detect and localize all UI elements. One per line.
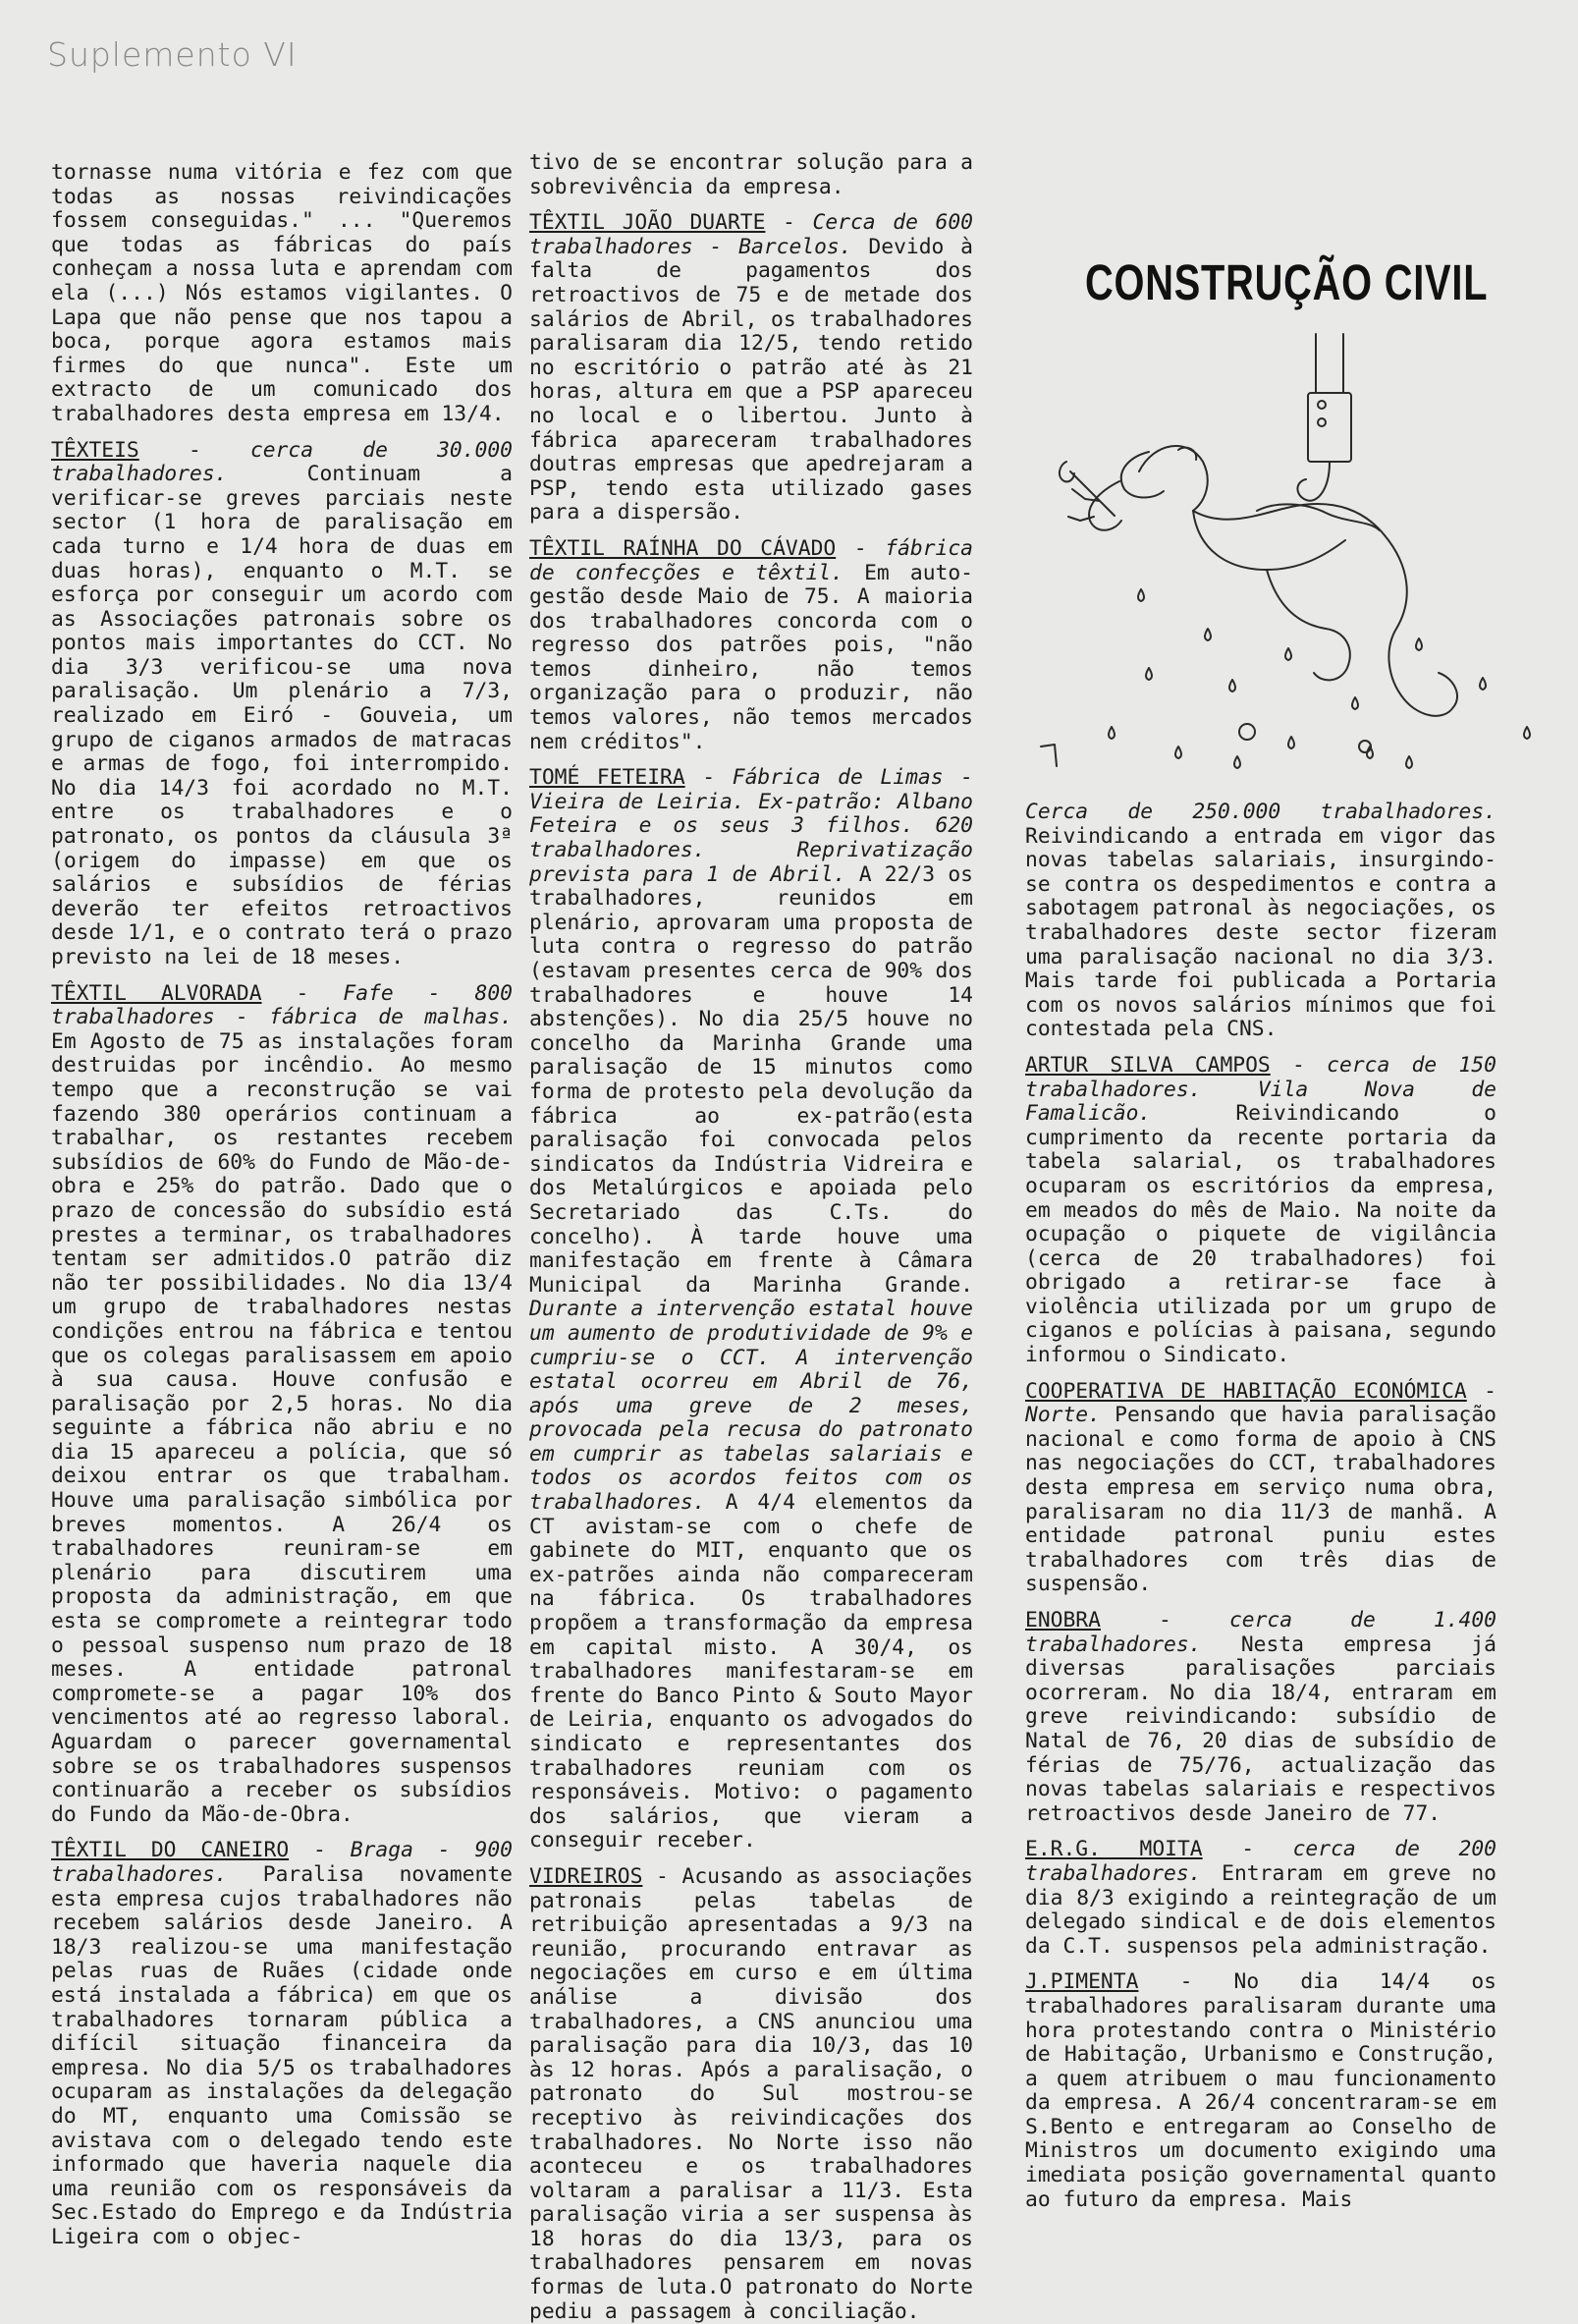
- body-text: Devido à falta de pagamentos dos retroactivos de 75 e de metade dos salários de Abril, os trabalhadores paralisaram dia 12/5, tendo retido no escritório o patrão até às 21 horas, altura em que a PSP apareceu no local e o libertou. Junto à fábrica apareceram trabalhadores doutras empresas que apedrejaram a PSP, tendo esta utilizado gases para a dispersão.: [529, 234, 974, 526]
- column-2: [529, 150, 974, 2324]
- article-subheading: cerca de 150 trabalhadores. Vila Nova de Famalicão.: [1025, 1052, 1496, 1127]
- article-continuation: [529, 151, 973, 199]
- column-1: [51, 161, 513, 2263]
- article-heading: VIDREIROS: [529, 1863, 643, 1889]
- article-subheading: cerca de 200 trabalhadores.: [1025, 1837, 1496, 1886]
- article-alvorada: TÊXTIL ALVORADA - Fafe - 800 trabalhadores - fábrica de malhas. Em Agosto de 75 as instalações foram destruidas por incêndio. Ao mesmo tempo que a reconstrução se vai fazendo 380 operários continuam a trabalhar, os restantes recebem subsídios de 60% do Fundo de Mão-de-obra e 25% do patrão. Dado que o prazo de concessão do subsídio está prestes a terminar, os trabalhadores tentam ser admitidos.O patrão diz não ter possibilidades. No dia 13/4 um grupo de trabalhadores nestas condições entrou na fábrica e tentou que os colegas paralisassem em apoio à sua causa. Houve confusão e paralisação por 2,5 horas. No dia seguinte a fábrica não abriu e no dia 15 apareceu a polícia, que só deixou entrar os que trabalham. Houve uma paralisação simbólica por breves momentos. A 26/4 os trabalhadores reuniram-se em plenário para discutirem uma proposta da administração, em que esta se compromete a reintegrar todo o pessoal suspenso num prazo de 18 meses. A entidade patronal compromete-se a pagar 10% dos vencimentos até ao regresso laboral. Aguardam o parecer governamental sobre se os trabalhadores suspensos continuarão a receber os subsídios do Fundo da Mão-de-Obra.: [51, 980, 514, 1827]
- article-heading: ENOBRA: [1025, 1608, 1101, 1632]
- italic-text: Durante a intervenção estatal houve um aumento de produtividade de 9% e cumpriu-se o CCT. A intervenção estatal ocorreu em Abril de 76, após uma greve de 2 meses, provocada pela recusa do patronato em cumprir as tabelas salariais e todos os acordos feitos com os trabalhadores.: [529, 1297, 973, 1516]
- article-subheading: cerca de 30.000 trabalhadores.: [51, 437, 513, 487]
- article-rainha-cavado: TÊXTIL RAÍNHA DO CÁVADO - fábrica de confecções e têxtil. Em auto-gestão desde Maio de 75. A maioria dos trabalhadores concorda com o regresso dos patrões pois, "não temos dinheiro, não temos organização para o produzir, não temos valores, não temos mercados nem créditos".: [529, 535, 974, 754]
- article-subheading: Fábrica de Limas - Vieira de Leiria. Ex-patrão: Albano Feteira e os seus 3 filhos. 620 trabalhadores. Reprivatização prevista para 1 de Abril.: [529, 765, 973, 887]
- body-text: - Acusando as associações patronais pelas tabelas de retribuição apresentadas a 9/3 na reunião, procurando entravar as negociações em curso e em última análise a divisão dos trabalhadores, a CNS anunciou uma paralisação para dia 10/3, das 10 às 12 horas. Após a paralisação, o patronato do Sul mostrou-se receptivo às reivindicações dos trabalhadores. No Norte isso não aconteceu e os trabalhadores voltaram a paralisar a 11/3. Esta paralisação viria a ser suspensa às 18 horas do dia 13/3, para os trabalhadores pensarem em novas formas de luta.O patronato do Norte pediu a passagem à conciliação.: [529, 1863, 974, 2324]
- body-text: Nesta empresa já diversas paralisações parciais ocorreram. No dia 18/4, entraram em greve reivindicando: subsídio de Natal de 76, 20 dias de subsídio de férias de 75/76, actualização das novas tabelas salariais e respectivos retroactivos desde Janeiro de 77.: [1025, 1632, 1496, 1826]
- article-subheading: Cerca de 250.000 trabalhadores.: [1025, 800, 1496, 824]
- article-vidreiros: [529, 1865, 973, 2324]
- page-title: CONSTRUÇÃO CIVIL: [1085, 254, 1489, 310]
- article-heading: TÊXTIL ALVORADA: [51, 980, 262, 1006]
- article-joao-duarte: TÊXTIL JOÃO DUARTE - Cerca de 600 trabalhadores - Barcelos. Devido à falta de pagamentos dos retroactivos de 75 e de metade dos salários de Abril, os trabalhadores paralisaram dia 12/5, tendo retido no escritório o patrão até às 21 horas, altura em que a PSP apareceu no local e o libertou. Junto à fábrica apareceram trabalhadores doutras empresas que apedrejaram a PSP, tendo esta utilizado gases para a dispersão.: [529, 210, 974, 526]
- article-tome-feteira: TOMÉ FETEIRA - Fábrica de Limas - Vieira de Leiria. Ex-patrão: Albano Feteira e os seus 3 filhos. 620 trabalhadores. Reprivatização prevista para 1 de Abril. A 22/3 os trabalhadores, reunidos em plenário, aprovaram uma proposta de luta contra o regresso do patrão (estavam presentes cerca de 90% dos trabalhadores e houve 14 abstenções). No dia 25/5 houve no concelho da Marinha Grande uma paralisação de 15 minutos como forma de protesto pela devolução da fábrica ao ex-patrão(esta paralisação foi convocada pelos sindicatos da Indústria Vidreira e dos Metalúrgicos e apoiada pelo Secretariado das C.Ts. do concelho). À tarde houve uma manifestação em frente à Câmara Municipal da Marinha Grande. Durante a intervenção estatal houve um aumento de produtividade de 9% e cumpriu-se o CCT. A intervenção estatal ocorreu em Abril de 76, após uma greve de 2 meses, provocada pela recusa do patronato em cumprir as tabelas salariais e todos os acordos feitos com os trabalhadores. A 4/4 elementos da CT avistam-se com o chefe de gabinete do MIT, enquanto que os ex-patrões ainda não compareceram na fábrica. Os trabalhadores propõem a transformação da empresa em capital misto. A 30/4, os trabalhadores manifestaram-se em frente do Banco Pinto & Souto Mayor de Leiria, enquanto os advogados do sindicato e representantes dos trabalhadores reuniam com os responsáveis. Motivo: o pagamento dos salários, que vieram a conseguir receber.: [529, 765, 974, 1854]
- article-subheading: Norte.: [1025, 1403, 1101, 1428]
- article-artur-silva-campos: ARTUR SILVA CAMPOS - cerca de 150 trabalhadores. Vila Nova de Famalicão. Reivindicando o cumprimento da recente portaria da tabela salarial, os trabalhadores ocuparam os escritórios da empresa, em meados do mês de Maio. Na noite da ocupação o piquete de vigilância (cerca de 20 trabalhadores) foi obrigado a retirar-se face à violência utilizada por um grupo de ciganos e polícias à paisana, segundo informou o Sindicato.: [1025, 1052, 1496, 1368]
- article-subheading: Fafe - 800 trabalhadores - fábrica de malhas.: [51, 980, 514, 1030]
- body-text: Reivindicando a entrada em vigor das novas tabelas salariais, insurgindo-se contra os despedimentos e contra a sabotagem patronal às negociações, os trabalhadores deste sector fizeram uma paralisação nacional no dia 3/3. Mais tarde foi publicada a Portaria com os novos salários mínimos que foi contestada pela CNS.: [1025, 823, 1496, 1042]
- article-heading: TÊXTIL DO CANEIRO: [51, 1838, 290, 1863]
- article-heading: TÊXTIL RAÍNHA DO CÁVADO: [529, 535, 837, 561]
- article-subheading: fábrica de confecções e têxtil.: [529, 535, 973, 585]
- body-text: tornasse numa vitória e fez com que todas as nossas reivindicações fossem conseguidas." ... "Queremos que todas as fábricas do país conheçam a nossa luta e aprendam com ela (...) Nós estamos vigilantes. O Lapa que não pense que nos tapou a boca, porque agora estamos mais firmes do que nunca". Este um extracto de um comunicado dos trabalhadores desta empresa em 13/4.: [51, 160, 513, 426]
- body-text: A 4/4 elementos da CT avistam-se com o chefe de gabinete do MIT, enquanto que os ex-patrões ainda não compareceram na fábrica. Os trabalhadores propõem a transformação da empresa em capital misto. A 30/4, os trabalhadores manifestaram-se em frente do Banco Pinto & Souto Mayor de Leiria, enquanto os advogados do sindicato e representantes dos trabalhadores reuniam com os responsáveis. Motivo: o pagamento dos salários, que vieram a conseguir receber.: [529, 1490, 973, 1854]
- section-header: Suplemento VI: [47, 35, 298, 74]
- article-caneiro: TÊXTIL DO CANEIRO - Braga - 900 trabalhadores. Paralisa novamente esta empresa cujos trabalhadores não recebem salários desde Janeiro. A 18/3 realizou-se uma manifestação pelas ruas de Ruães (cidade onde está instalada a fábrica) em que os trabalhadores tornaram pública a difícil situação financeira da empresa. No dia 5/5 os trabalhadores ocuparam as instalações da delegação do MT, enquanto uma Comissão se avistava com o delegado tendo este informado que haveria naquele dia uma reunião com os responsáveis da Sec.Estado do Emprego e da Indústria Ligeira com o objec-: [51, 1838, 514, 2249]
- body-text: Paralisa novamente esta empresa cujos trabalhadores não recebem salários desde Janeiro. A 18/3 realizou-se uma manifestação pelas ruas de Ruães (cidade onde está instalada a fábrica) em que os trabalhadores tornaram pública a difícil situação financeira da empresa. No dia 5/5 os trabalhadores ocuparam as instalações da delegação do MT, enquanto uma Comissão se avistava com o delegado tendo este informado que haveria naquele dia uma reunião com os responsáveis da Sec.Estado do Emprego e da Indústria Ligeira com o objec-: [51, 1861, 514, 2249]
- body-text: A 22/3 os trabalhadores, reunidos em plenário, aprovaram uma proposta de luta contra o regresso do patrão (estavam presentes cerca de 90% dos trabalhadores e houve 14 abstenções). No dia 25/5 houve no concelho da Marinha Grande uma paralisação de 15 minutos como forma de protesto pela devolução da fábrica ao ex-patrão(esta paralisação foi convocada pelos sindicatos da Indústria Vidreira e dos Metalúrgicos e apoiada pelo Secretariado das C.Ts. do concelho). À tarde houve uma manifestação em frente à Câmara Municipal da Marinha Grande.: [529, 861, 974, 1298]
- article-cooperativa: COOPERATIVA DE HABITAÇÃO ECONÓMICA - Norte. Pensando que havia paralisação nacional e como forma de apoio à CNS nas negociações do CCT, trabalhadores desta empresa em serviço numa obra, paralisaram no dia 11/3 de manhã. A entidade patronal puniu estes trabalhadores com três dias de suspensão.: [1025, 1378, 1496, 1597]
- article-erg-moita: E.R.G. MOITA - cerca de 200 trabalhadores. Entraram em greve no dia 8/3 exigindo a reintegração de um delegado sindical e de dois elementos da C.T. suspensos pela administração.: [1025, 1837, 1497, 1959]
- body-text: Em auto-gestão desde Maio de 75. A maioria dos trabalhadores concorda com o regresso dos patrões pois, "não temos dinheiro, não temos organização para o produzir, não temos valores, não temos mercados nem créditos".: [529, 560, 974, 754]
- construction-worker-illustration: [1031, 334, 1561, 796]
- article-subheading: Cerca de 600 trabalhadores - Barcelos.: [529, 210, 973, 259]
- article-heading: TÊXTIL JOÃO DUARTE: [529, 210, 766, 236]
- article-heading: TÊXTEIS: [51, 437, 139, 463]
- body-text: Reivindicando o cumprimento da recente portaria da tabela salarial, os trabalhadores ocuparam os escritórios da empresa, em meados do mês de Maio. Na noite da ocupação o piquete de vigilância (cerca de 20 trabalhadores) foi obrigado a retirar-se face à violência utilizada por um grupo de ciganos e polícias à paisana, segundo informou o Sindicato.: [1025, 1101, 1496, 1368]
- article-j-pimenta: [1025, 1970, 1496, 2212]
- article-heading: J.PIMENTA: [1025, 1969, 1139, 1995]
- article-intro: [51, 161, 513, 427]
- column-3: [1025, 801, 1496, 2264]
- article-heading: E.R.G. MOITA: [1025, 1837, 1203, 1862]
- body-text: Continuam a verificar-se greves parciais neste sector (1 hora de paralisação em cada turno e 1/4 hora de duas em duas horas), enquanto o M.T. se esforça por conseguir um acordo com as Associações patronais sobre os pontos mais importantes do CCT. No dia 3/3 verificou-se uma nova paralisação. Um plenário a 7/3, realizado em Eiró - Gouveia, um grupo de ciganos armados de matracas e armas de fogo, foi interrompido. No dia 14/3 foi acordado no M.T. entre os trabalhadores e o patronato, os pontos da cláusula 3ª (origem do impasse) em que os salários e subsídios de férias deverão ter efeitos retroactivos desde 1/1, e o contrato terá o prazo previsto na lei de 18 meses.: [51, 462, 514, 969]
- body-text: - No dia 14/4 os trabalhadores paralisaram durante uma hora protestando contra o Ministério de Habitação, Urbanismo e Construção, a quem atribuem o mau funcionamento da empresa. A 26/4 concentraram-se em S.Bento e entregaram ao Conselho de Ministros um documento exigindo uma imediata posição governamental quanto ao futuro da empresa. Mais: [1025, 1969, 1496, 2212]
- body-text: Pensando que havia paralisação nacional e como forma de apoio à CNS nas negociações do CCT, trabalhadores desta empresa em serviço numa obra, paralisaram no dia 11/3 de manhã. A entidade patronal puniu estes trabalhadores com três dias de suspensão.: [1025, 1403, 1496, 1597]
- article-construcao-intro: [1025, 801, 1496, 1042]
- body-text: tivo de se encontrar solução para a sobrevivência da empresa.: [529, 150, 973, 199]
- article-heading: TOMÉ FETEIRA: [529, 765, 685, 791]
- article-subheading: Braga - 900 trabalhadores.: [51, 1838, 513, 1887]
- article-subheading: cerca de 1.400 trabalhadores.: [1025, 1608, 1496, 1657]
- body-text: Entraram em greve no dia 8/3 exigindo a reintegração de um delegado sindical e de dois elementos da C.T. suspensos pela administração.: [1025, 1860, 1497, 1959]
- article-texteis: TÊXTEIS - cerca de 30.000 trabalhadores. Continuam a verificar-se greves parciais neste sector (1 hora de paralisação em cada turno e 1/4 hora de duas em duas horas), enquanto o M.T. se esforça por conseguir um acordo com as Associações patronais sobre os pontos mais importantes do CCT. No dia 3/3 verificou-se uma nova paralisação. Um plenário a 7/3, realizado em Eiró - Gouveia, um grupo de ciganos armados de matracas e armas de fogo, foi interrompido. No dia 14/3 foi acordado no M.T. entre os trabalhadores e o patronato, os pontos da cláusula 3ª (origem do impasse) em que os salários e subsídios de férias deverão ter efeitos retroactivos desde 1/1, e o contrato terá o prazo previsto na lei de 18 meses.: [51, 437, 514, 969]
- article-heading: COOPERATIVA DE HABITAÇÃO ECONÓMICA: [1025, 1378, 1467, 1404]
- article-heading: ARTUR SILVA CAMPOS: [1025, 1052, 1271, 1078]
- body-text: Em Agosto de 75 as instalações foram destruidas por incêndio. Ao mesmo tempo que a reconstrução se vai fazendo 380 operários continuam a trabalhar, os restantes recebem subsídios de 60% do Fundo de Mão-de-obra e 25% do patrão. Dado que o prazo de concessão do subsídio está prestes a terminar, os trabalhadores tentam ser admitidos.O patrão diz não ter possibilidades. No dia 13/4 um grupo de trabalhadores nestas condições entrou na fábrica e tentou que os colegas paralisassem em apoio à sua causa. Houve confusão e paralisação por 2,5 horas. No dia seguinte a fábrica não abriu e no dia 15 apareceu a polícia, que só deixou entrar os que trabalham. Houve uma paralisação simbólica por breves momentos. A 26/4 os trabalhadores reuniram-se em plenário para discutirem uma proposta da administração, em que esta se compromete a reintegrar todo o pessoal suspenso num prazo de 18 meses. A entidade patronal compromete-se a pagar 10% dos vencimentos até ao regresso laboral. Aguardam o parecer governamental sobre se os trabalhadores suspensos continuarão a receber os subsídios do Fundo da Mão-de-Obra.: [51, 1028, 513, 1827]
- article-enobra: ENOBRA - cerca de 1.400 trabalhadores. Nesta empresa já diversas paralisações parciais ocorreram. No dia 18/4, entraram em greve reivindicando: subsídio de Natal de 76, 20 dias de subsídio de férias de 75/76, actualização das novas tabelas salariais e respectivos retroactivos desde Janeiro de 77.: [1025, 1608, 1496, 1826]
